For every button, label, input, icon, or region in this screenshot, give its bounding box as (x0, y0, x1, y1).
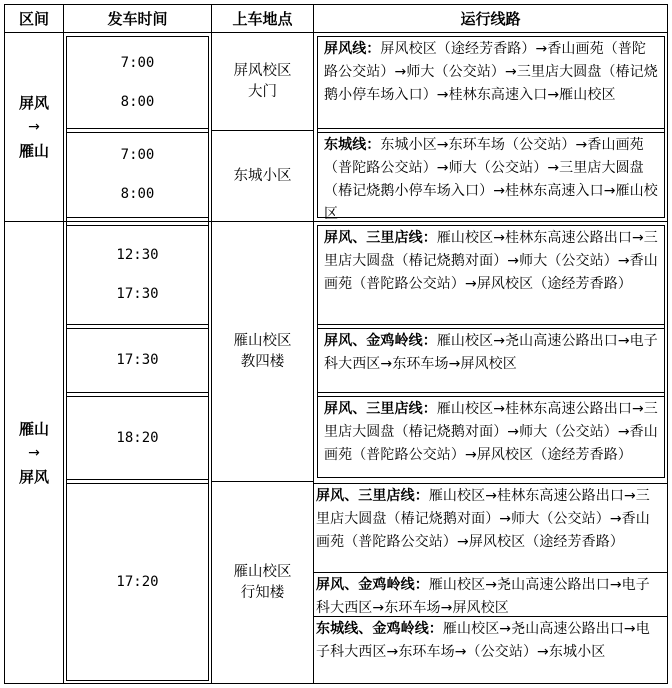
border (66, 324, 209, 325)
location-line: 教四楼 (240, 353, 285, 370)
route-pingfeng-jinjiling-line (318, 329, 664, 392)
header-interval: 区间 (18, 10, 49, 28)
border (317, 324, 665, 325)
time-group-3 (67, 226, 208, 324)
route-stops: 屏风校区（途经芳香路）→香山画苑（普陀路公交站）→师大（公交站）→三里店大圆盘（椿记烧鹅小停车场入口）→桂林东高速入口→雁山校区 (324, 41, 658, 103)
route-name: 屏风、三里店线： (324, 401, 437, 417)
direction-from: 雁山 (18, 419, 49, 438)
route-stops: 东城小区→东环车场（公交站）→香山画苑（普陀路公交站）→师大（公交站）→三里店大圆盘（椿记烧鹅小停车场入口）→桂林东高速入口→雁山校区 (324, 137, 658, 222)
route-name: 屏风线： (324, 41, 381, 57)
header-boarding-place: 上车地点 (232, 10, 293, 28)
direction-yanshan-to-pingfeng (5, 222, 63, 683)
header-departure-time: 发车时间 (107, 10, 168, 28)
route-name: 屏风、三里店线： (324, 230, 437, 246)
border (66, 217, 209, 218)
location-line: 屏风校区 (233, 62, 292, 79)
route-name: 东城线： (324, 137, 381, 153)
departure-time: 8:00 (120, 186, 155, 202)
time-group-1 (67, 37, 208, 128)
border (66, 680, 209, 681)
direction-to: 雁山 (18, 142, 49, 160)
location-yanshan-jiaosi (212, 222, 313, 481)
departure-time: 8:00 (120, 93, 155, 110)
location-line: 雁山校区 (233, 563, 292, 580)
time-group-4 (67, 329, 208, 392)
location-dongcheng (212, 131, 313, 221)
departure-time: 7:00 (120, 147, 155, 163)
location-line: 雁山校区 (233, 332, 292, 349)
border (664, 36, 665, 218)
direction-pingfeng-to-yanshan (5, 33, 63, 221)
route-dongcheng-jinjiling-line (314, 617, 667, 683)
border (317, 217, 665, 218)
border (667, 4, 668, 684)
route-stops: 雁山校区→尧山高速公路出口→电子科大西区→东环车场→屏风校区 (316, 577, 650, 616)
location-line: 东城小区 (233, 167, 292, 184)
route-pingfeng-sanlidian-line (318, 226, 664, 324)
location-line: 行知楼 (240, 584, 285, 601)
border (63, 4, 64, 684)
departure-time: 17:30 (116, 352, 159, 368)
location-line: 大门 (248, 83, 277, 100)
route-stops: 雁山校区→尧山高速公路出口→电子科大西区→东环车场→屏风校区 (324, 333, 658, 372)
direction-from: 屏风 (18, 94, 49, 112)
border (317, 477, 665, 478)
border (317, 392, 665, 393)
route-stops: 雁山校区→桂林东高速公路出口→三里店大圆盘（椿记烧鹅对面）→师大（公交站）→香山画苑（普陀路公交站）→屏风校区（途经芳香路） (324, 401, 658, 463)
route-name: 东城线、金鸡岭线： (316, 621, 443, 637)
departure-time: 17:20 (116, 573, 159, 590)
border (4, 32, 668, 33)
border (664, 225, 665, 477)
arrow-icon: → (28, 444, 40, 461)
route-name: 屏风、三里店线： (316, 488, 429, 504)
location-yanshan-xingzhi (212, 482, 313, 683)
location-pingfeng-gate (212, 33, 313, 130)
arrow-icon: → (28, 119, 40, 135)
departure-time: 7:00 (120, 54, 155, 71)
direction-to: 屏风 (18, 467, 49, 486)
departure-time: 18:20 (116, 429, 159, 446)
border (66, 392, 209, 393)
border (4, 683, 668, 684)
route-pingfeng-sanlidian-line (318, 397, 664, 477)
border (66, 479, 209, 480)
border (317, 128, 665, 129)
route-pingfeng-line (318, 37, 664, 128)
route-name: 屏风、金鸡岭线： (316, 577, 429, 593)
route-pingfeng-sanlidian-line (314, 484, 667, 572)
departure-time: 17:30 (116, 286, 159, 302)
header-route: 运行线路 (460, 10, 521, 28)
time-group-5 (67, 397, 208, 479)
time-group-6 (67, 484, 208, 680)
border (66, 128, 209, 129)
route-name: 屏风、金鸡岭线： (324, 333, 437, 349)
route-dongcheng-line (318, 133, 664, 222)
route-stops: 雁山校区→桂林东高速公路出口→三里店大圆盘（椿记烧鹅对面）→师大（公交站）→香山画苑（普陀路公交站）→屏风校区（途经芳香路） (324, 230, 658, 292)
route-stops: 雁山校区→尧山高速公路出口→电子科大西区→东环车场→（公交站）→东城小区 (316, 621, 650, 660)
route-stops: 雁山校区→桂林东高速公路出口→三里店大圆盘（椿记烧鹅对面）→师大（公交站）→香山画苑（普陀路公交站）→屏风校区（途经芳香路） (316, 488, 650, 550)
departure-time: 12:30 (116, 247, 159, 263)
time-group-2 (67, 133, 208, 217)
route-pingfeng-jinjiling-line (314, 573, 667, 616)
